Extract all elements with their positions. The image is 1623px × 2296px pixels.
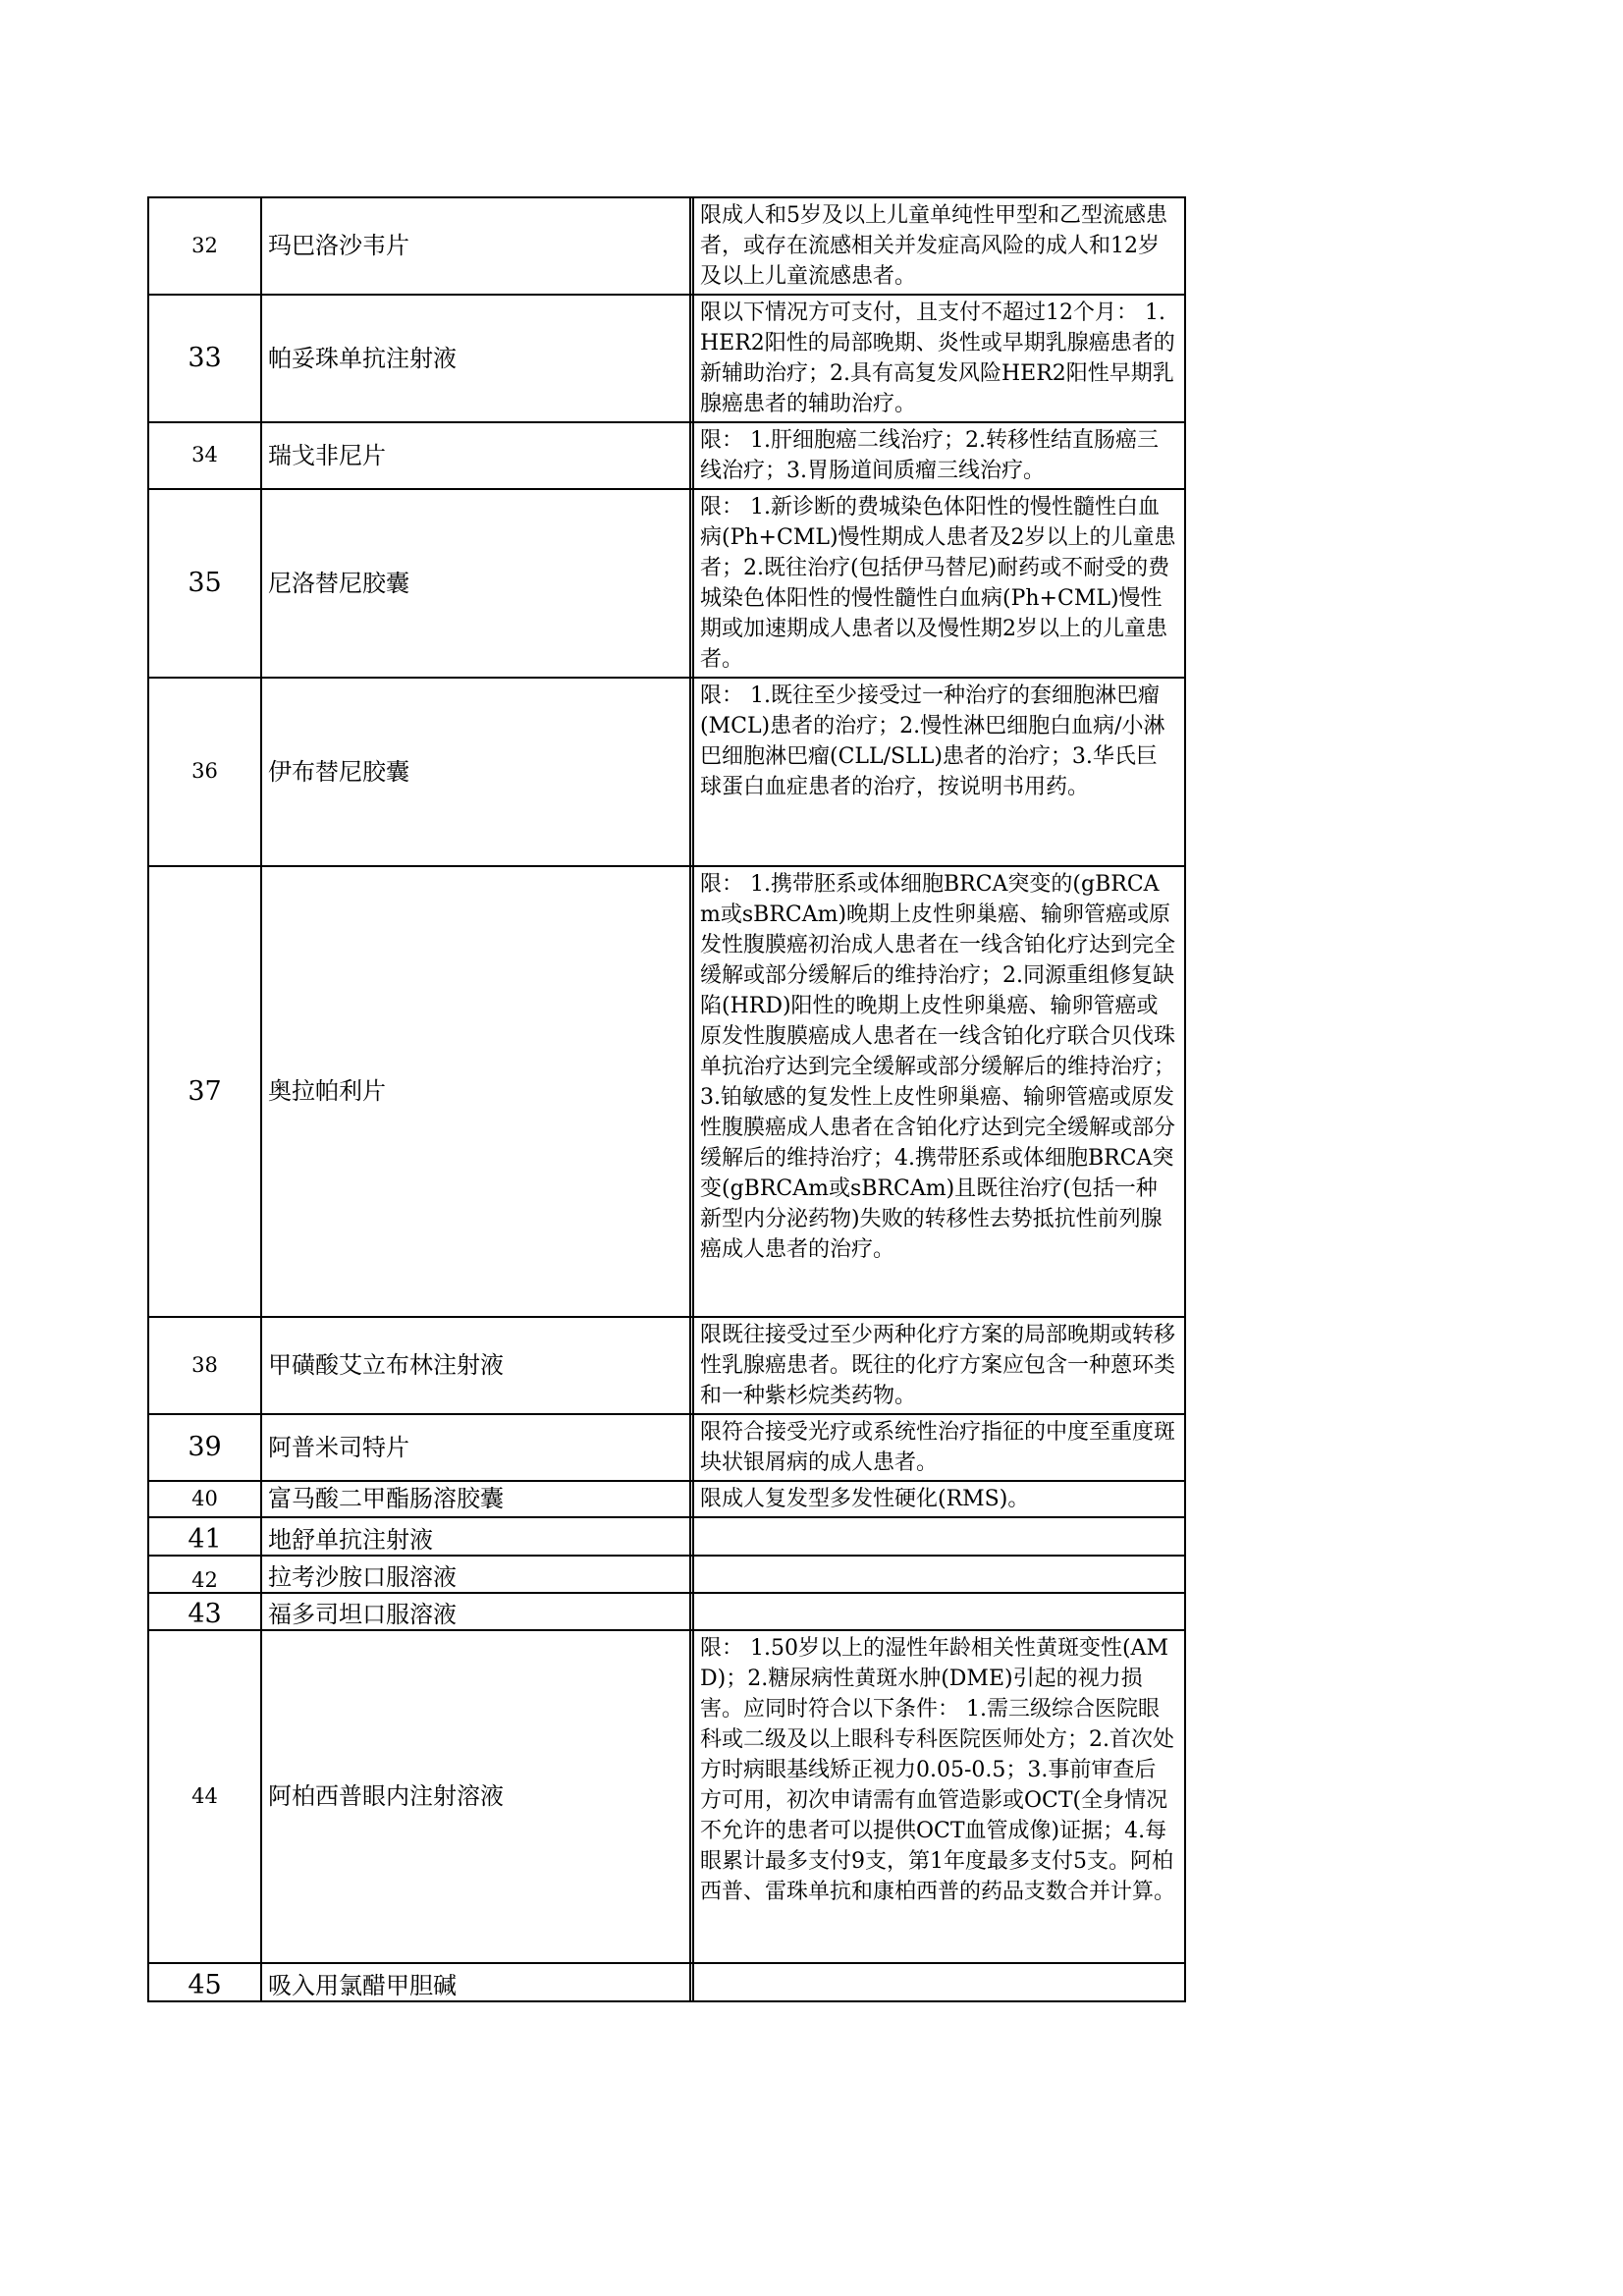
row-number: 44	[148, 1630, 261, 1963]
payment-restriction: 限成人复发型多发性硬化(RMS)。	[693, 1481, 1185, 1517]
drug-name: 福多司坦口服溶液	[261, 1593, 690, 1630]
row-number: 39	[148, 1414, 261, 1481]
row-number: 37	[148, 866, 261, 1317]
table-row	[148, 678, 1185, 866]
drug-name: 拉考沙胺口服溶液	[261, 1556, 690, 1593]
payment-restriction: 限： 1.携带胚系或体细胞BRCA突变的(gBRCAm或sBRCAm)晚期上皮性卵巢癌、输卵管癌或原发性腹膜癌初治成人患者在一线含铂化疗达到完全缓解或部分缓解后的维持治疗；2.同源重组修复缺陷(HRD)阳性的晚期上皮性卵巢癌、输卵管癌或原发性腹膜癌成人患者在一线含铂化疗联合贝伐珠单抗治疗达到完全缓解或部分缓解后的维持治疗；3.铂敏感的复发性上皮性卵巢癌、输卵管癌或原发性腹膜癌成人患者在含铂化疗达到完全缓解或部分缓解后的维持治疗；4.携带胚系或体细胞BRCA突变(gBRCAm或sBRCAm)且既往治疗(包括一种新型内分泌药物)失败的转移性去势抵抗性前列腺癌成人患者的治疗。	[693, 866, 1185, 1317]
table-row	[148, 1481, 1185, 1517]
payment-restriction	[693, 1556, 1185, 1593]
drug-name: 阿柏西普眼内注射溶液	[261, 1630, 690, 1963]
payment-restriction: 限以下情况方可支付，且支付不超过12个月： 1.HER2阳性的局部晚期、炎性或早期乳腺癌患者的新辅助治疗；2.具有高复发风险HER2阳性早期乳腺癌患者的辅助治疗。	[693, 295, 1185, 422]
table-row	[148, 422, 1185, 489]
payment-restriction: 限： 1.肝细胞癌二线治疗；2.转移性结直肠癌三线治疗；3.胃肠道间质瘤三线治疗。	[693, 422, 1185, 489]
drug-name: 吸入用氯醋甲胆碱	[261, 1963, 690, 2001]
drug-name: 玛巴洛沙韦片	[261, 197, 690, 295]
payment-restriction	[693, 1963, 1185, 2001]
drug-name: 尼洛替尼胶囊	[261, 489, 690, 678]
payment-restriction: 限： 1.新诊断的费城染色体阳性的慢性髓性白血病(Ph+CML)慢性期成人患者及2岁以上的儿童患者；2.既往治疗(包括伊马替尼)耐药或不耐受的费城染色体阳性的慢性髓性白血病(Ph+CML)慢性期或加速期成人患者以及慢性期2岁以上的儿童患者。	[693, 489, 1185, 678]
drug-name: 瑞戈非尼片	[261, 422, 690, 489]
row-number: 43	[148, 1593, 261, 1630]
payment-restriction: 限： 1.既往至少接受过一种治疗的套细胞淋巴瘤(MCL)患者的治疗；2.慢性淋巴细胞白血病/小淋巴细胞淋巴瘤(CLL/SLL)患者的治疗；3.华氏巨球蛋白血症患者的治疗，按说明书用药。	[693, 678, 1185, 866]
table-row	[148, 295, 1185, 422]
drug-name: 甲磺酸艾立布林注射液	[261, 1317, 690, 1414]
table-row	[148, 489, 1185, 678]
drug-name: 地舒单抗注射液	[261, 1517, 690, 1556]
row-number: 35	[148, 489, 261, 678]
table-row	[148, 1317, 1185, 1414]
drug-table-body	[148, 197, 1185, 2001]
row-number: 33	[148, 295, 261, 422]
table-row	[148, 1414, 1185, 1481]
table-row	[148, 1593, 1185, 1630]
row-number: 40	[148, 1481, 261, 1517]
row-number: 38	[148, 1317, 261, 1414]
payment-restriction: 限成人和5岁及以上儿童单纯性甲型和乙型流感患者，或存在流感相关并发症高风险的成人和12岁及以上儿童流感患者。	[693, 197, 1185, 295]
row-number: 32	[148, 197, 261, 295]
row-number: 36	[148, 678, 261, 866]
table-row	[148, 1556, 1185, 1593]
table-row	[148, 1963, 1185, 2001]
table-row	[148, 1517, 1185, 1556]
row-number: 45	[148, 1963, 261, 2001]
drug-name: 阿普米司特片	[261, 1414, 690, 1481]
table-row	[148, 866, 1185, 1317]
payment-restriction: 限： 1.50岁以上的湿性年龄相关性黄斑变性(AMD)；2.糖尿病性黄斑水肿(DME)引起的视力损害。应同时符合以下条件： 1.需三级综合医院眼科或二级及以上眼科专科医院医师处方；2.首次处方时病眼基线矫正视力0.05-0.5；3.事前审查后方可用，初次申请需有血管造影或OCT(全身情况不允许的患者可以提供OCT血管成像)证据；4.每眼累计最多支付9支，第1年度最多支付5支。阿柏西普、雷珠单抗和康柏西普的药品支数合并计算。	[693, 1630, 1185, 1963]
table-row	[148, 1630, 1185, 1963]
table-row	[148, 197, 1185, 295]
payment-restriction	[693, 1593, 1185, 1630]
drug-name: 帕妥珠单抗注射液	[261, 295, 690, 422]
drug-name: 伊布替尼胶囊	[261, 678, 690, 866]
payment-restriction	[693, 1517, 1185, 1556]
drug-name: 富马酸二甲酯肠溶胶囊	[261, 1481, 690, 1517]
payment-restriction: 限符合接受光疗或系统性治疗指征的中度至重度斑块状银屑病的成人患者。	[693, 1414, 1185, 1481]
drug-name: 奥拉帕利片	[261, 866, 690, 1317]
drug-table	[147, 196, 1186, 2002]
payment-restriction: 限既往接受过至少两种化疗方案的局部晚期或转移性乳腺癌患者。既往的化疗方案应包含一种蒽环类和一种紫杉烷类药物。	[693, 1317, 1185, 1414]
row-number: 42	[148, 1556, 261, 1593]
row-number: 34	[148, 422, 261, 489]
row-number: 41	[148, 1517, 261, 1556]
